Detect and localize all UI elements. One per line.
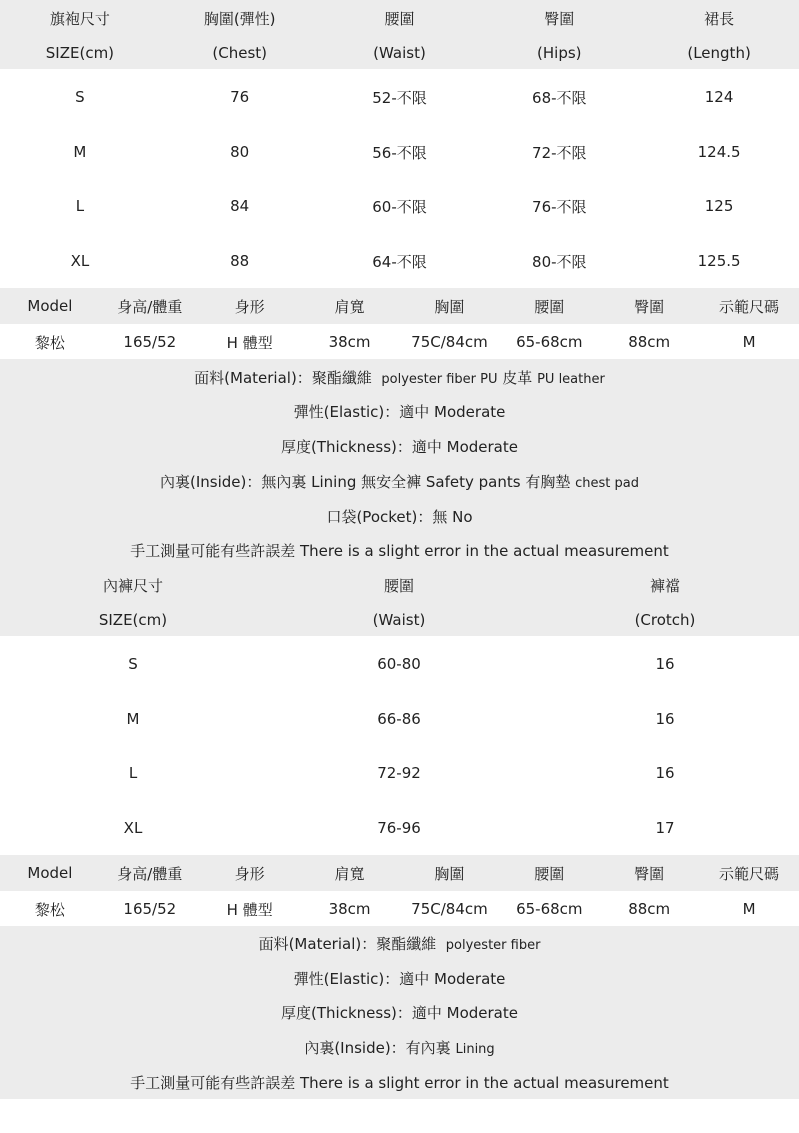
waist-cell: 65-68cm xyxy=(516,333,583,351)
header-cell: 示範尺碼 xyxy=(719,297,780,316)
demo-size-cell: M xyxy=(742,900,756,918)
header-cell: (Hips) xyxy=(537,44,582,62)
header-cell: 腰圍 xyxy=(383,576,414,595)
height-weight-cell: 165/52 xyxy=(123,900,177,918)
material-value: 皮革 xyxy=(502,369,533,387)
pocket-line: 口袋(Pocket)：無 No xyxy=(326,508,473,526)
error-note: 手工測量可能有些許誤差 There is a slight error in the actual measurement xyxy=(130,542,669,560)
elastic-line: 彈性(Elastic)：適中 Moderate xyxy=(293,403,506,421)
pants-size-header-en xyxy=(0,608,799,632)
model-data-row xyxy=(0,897,799,921)
length-cell: 125 xyxy=(704,197,734,215)
inside-label: 內裏(Inside)：有內裏 xyxy=(304,1039,451,1057)
header-cell: 腰圍 xyxy=(534,864,565,883)
header-cell: 身形 xyxy=(234,297,265,316)
header-cell: 胸圍 xyxy=(434,297,465,316)
inside-label: 內裏(Inside)：無內裏 Lining 無安全褲 Safety pants 有胸墊 xyxy=(160,473,571,491)
header-cell: (Chest) xyxy=(212,44,267,62)
chest-cell: 76 xyxy=(230,88,250,106)
header-cell: 內褲尺寸 xyxy=(102,576,163,595)
crotch-cell: 17 xyxy=(655,819,675,837)
demo-size-cell: M xyxy=(742,333,756,351)
waist-cell: 60-80 xyxy=(377,655,421,673)
waist-cell: 65-68cm xyxy=(516,900,583,918)
material-value: polyester fiber PU xyxy=(381,372,498,387)
hips-cell: 88cm xyxy=(628,333,671,351)
table-row xyxy=(0,194,799,218)
material-line xyxy=(0,367,799,388)
body-type-cell: H 體型 xyxy=(226,900,273,919)
waist-cell: 56-不限 xyxy=(372,143,427,162)
shoulder-cell: 38cm xyxy=(328,900,371,918)
pants-size-header-cn xyxy=(0,573,799,597)
header-cell: 腰圍 xyxy=(534,297,565,316)
crotch-cell: 16 xyxy=(655,764,675,782)
elastic-line: 彈性(Elastic)：適中 Moderate xyxy=(293,970,506,988)
header-cell: 身高/體重 xyxy=(117,864,183,883)
header-cell: 褲襠 xyxy=(649,576,680,595)
material-label: 面料(Material)：聚酯纖維 xyxy=(258,935,437,953)
model-header-row xyxy=(0,294,799,318)
header-cell: 裙長 xyxy=(704,9,735,28)
chest-cell: 88 xyxy=(230,252,250,270)
header-cell: 身形 xyxy=(234,864,265,883)
header-cell: 旗袍尺寸 xyxy=(49,9,110,28)
thickness-line: 厚度(Thickness)：適中 Moderate xyxy=(281,1004,518,1022)
table-row xyxy=(0,140,799,164)
size-cell: M xyxy=(126,710,140,728)
model-name-cell: 黎松 xyxy=(34,333,65,352)
waist-cell: 72-92 xyxy=(377,764,421,782)
inside-line xyxy=(0,471,799,492)
waist-cell: 64-不限 xyxy=(372,252,427,271)
length-cell: 125.5 xyxy=(697,252,741,270)
header-cell: Model xyxy=(27,297,73,315)
thickness-line: 厚度(Thickness)：適中 Moderate xyxy=(281,438,518,456)
header-cell: 胸圍 xyxy=(434,864,465,883)
material-value: PU leather xyxy=(537,372,605,387)
material-value: polyester fiber xyxy=(445,938,541,953)
size-cell: XL xyxy=(123,819,143,837)
inside-value: Lining xyxy=(455,1042,495,1057)
table-row xyxy=(0,761,799,785)
body-type-cell: H 體型 xyxy=(226,333,273,352)
header-cell: 肩寬 xyxy=(334,864,365,883)
crotch-cell: 16 xyxy=(655,655,675,673)
table-row xyxy=(0,652,799,676)
chest-cell: 80 xyxy=(230,143,250,161)
model-header-row xyxy=(0,861,799,885)
header-cell: 胸圍(彈性) xyxy=(203,9,276,28)
header-cell: SIZE(cm) xyxy=(98,611,168,629)
header-cell: (Crotch) xyxy=(634,611,696,629)
size-cell: M xyxy=(73,143,87,161)
model-data-row xyxy=(0,330,799,354)
header-cell: 肩寬 xyxy=(334,297,365,316)
hips-cell: 80-不限 xyxy=(532,252,587,271)
hips-cell: 76-不限 xyxy=(532,197,587,216)
waist-cell: 66-86 xyxy=(377,710,421,728)
hips-cell: 68-不限 xyxy=(532,88,587,107)
error-note: 手工測量可能有些許誤差 There is a slight error in the actual measurement xyxy=(130,1074,669,1092)
header-cell: (Waist) xyxy=(372,611,426,629)
inside-value: chest pad xyxy=(575,476,639,491)
chest-cell: 84 xyxy=(230,197,250,215)
size-cell: XL xyxy=(70,252,90,270)
model-name-cell: 黎松 xyxy=(34,900,65,919)
size-cell: L xyxy=(75,197,85,215)
header-cell: 臀圍 xyxy=(634,864,665,883)
header-cell: 臀圍 xyxy=(544,9,575,28)
height-weight-cell: 165/52 xyxy=(123,333,177,351)
header-cell: Model xyxy=(27,864,73,882)
hips-cell: 72-不限 xyxy=(532,143,587,162)
hips-cell: 88cm xyxy=(628,900,671,918)
header-cell: 示範尺碼 xyxy=(719,864,780,883)
waist-cell: 76-96 xyxy=(377,819,421,837)
length-cell: 124.5 xyxy=(697,143,741,161)
table-row xyxy=(0,85,799,109)
details-band xyxy=(0,359,799,567)
size-cell: S xyxy=(75,88,85,106)
inside-line xyxy=(0,1037,799,1058)
dress-size-header-en xyxy=(0,41,799,65)
table-row xyxy=(0,816,799,840)
chest-cell: 75C/84cm xyxy=(411,333,488,351)
material-line xyxy=(0,933,799,954)
crotch-cell: 16 xyxy=(655,710,675,728)
waist-cell: 52-不限 xyxy=(372,88,427,107)
material-value: 聚酯纖維 xyxy=(311,369,372,387)
size-cell: S xyxy=(128,655,138,673)
header-cell: 身高/體重 xyxy=(117,297,183,316)
header-cell: (Waist) xyxy=(373,44,426,62)
waist-cell: 60-不限 xyxy=(372,197,427,216)
header-cell: SIZE(cm) xyxy=(45,44,115,62)
chest-cell: 75C/84cm xyxy=(411,900,488,918)
table-row xyxy=(0,249,799,273)
header-cell: (Length) xyxy=(687,44,751,62)
material-label: 面料(Material)： xyxy=(194,369,312,387)
size-cell: L xyxy=(128,764,138,782)
shoulder-cell: 38cm xyxy=(328,333,371,351)
header-cell: 腰圍 xyxy=(384,9,415,28)
header-cell: 臀圍 xyxy=(634,297,665,316)
length-cell: 124 xyxy=(704,88,734,106)
dress-size-header-cn xyxy=(0,6,799,30)
table-row xyxy=(0,707,799,731)
